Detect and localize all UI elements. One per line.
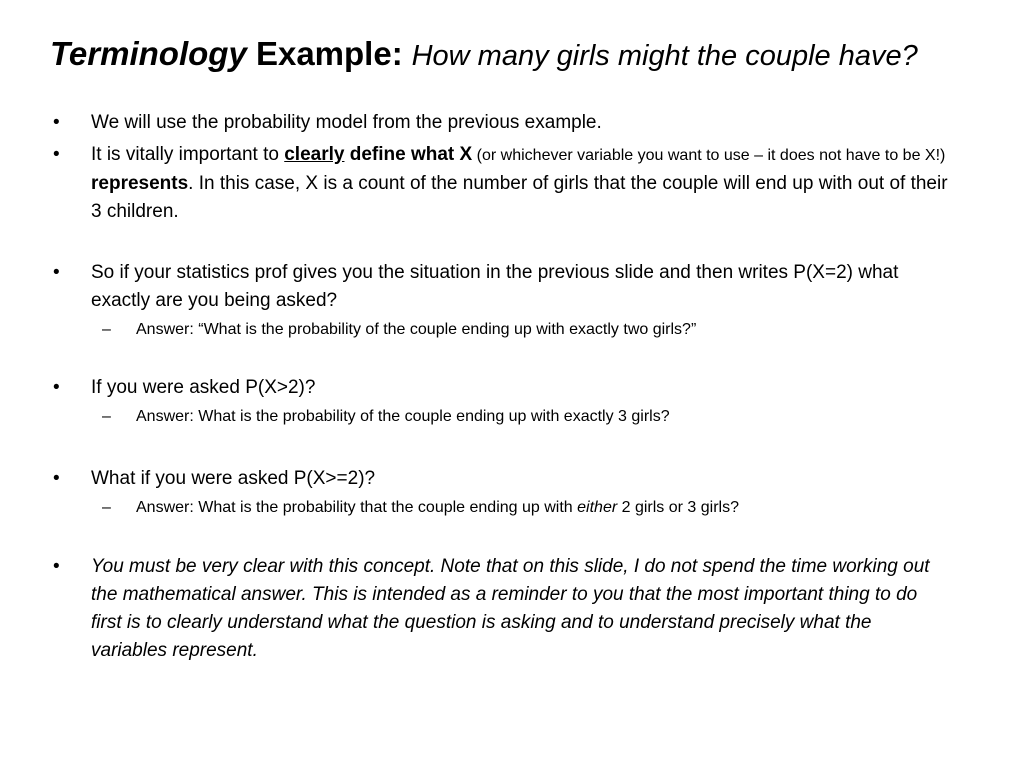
answer-text: Answer: “What is the probability of the couple ending up with exactly two girls?” bbox=[136, 321, 697, 338]
bullet-item-5 bbox=[53, 465, 951, 493]
bullet-item-4 bbox=[53, 374, 951, 402]
bullet-text-rest: . In this case, X is a count of the number of girls that the couple will end up with out of their 3 children. bbox=[91, 173, 948, 222]
title-example: Example: bbox=[246, 35, 403, 72]
bullet-text-represents: represents bbox=[91, 173, 189, 194]
answer-text-b: 2 girls or 3 girls? bbox=[617, 499, 739, 516]
bullet-text: If you were asked P(X>2)? bbox=[91, 377, 316, 398]
title-question: How many girls might the couple have? bbox=[411, 40, 918, 72]
bullet-text: So if your statistics prof gives you the situation in the previous slide and then writes P(X=2) what exactly are you being asked? bbox=[91, 262, 899, 311]
bullet-text: You must be very clear with this concept. Note that on this slide, I do not spend the time working out the mathematical answer. This is intended as a reminder to you that the most important thing to do first is to clearly understand what the question is asking and to understand precisely what the variables represent. bbox=[91, 556, 930, 661]
title-terminology: Terminology bbox=[50, 35, 247, 72]
bullet-text-paren: (or whichever variable you want to use – it does not have to be X!) bbox=[472, 147, 946, 164]
dash-icon: – bbox=[102, 499, 111, 516]
answer-text: Answer: What is the probability of the couple ending up with exactly 3 girls? bbox=[136, 408, 670, 425]
bullet-icon: • bbox=[53, 468, 60, 489]
bullet-text: We will use the probability model from the previous example. bbox=[91, 112, 602, 133]
bullet-icon: • bbox=[53, 556, 60, 577]
bullet-text-a: It is vitally important to bbox=[91, 144, 285, 165]
dash-icon: – bbox=[102, 321, 111, 338]
bullet-item-2 bbox=[53, 141, 951, 226]
bullet-icon: • bbox=[53, 112, 60, 133]
bullet-icon: • bbox=[53, 144, 60, 165]
answer-text-either: either bbox=[577, 499, 618, 516]
answer-text-a: Answer: What is the probability that the couple ending up with bbox=[136, 499, 578, 516]
sub-item-answer-4 bbox=[102, 405, 976, 429]
dash-icon: – bbox=[102, 408, 111, 425]
bullet-item-1 bbox=[53, 109, 951, 137]
sub-item-answer-3 bbox=[102, 318, 976, 342]
bullet-icon: • bbox=[53, 377, 60, 398]
sub-item-answer-5 bbox=[102, 496, 976, 520]
bullet-item-3 bbox=[53, 259, 951, 315]
bullet-icon: • bbox=[53, 262, 60, 283]
bullet-text-define: define what X bbox=[344, 144, 473, 165]
bullet-item-6 bbox=[53, 553, 951, 665]
bullet-text-clearly: clearly bbox=[284, 144, 345, 165]
bullet-text: What if you were asked P(X>=2)? bbox=[91, 468, 376, 489]
